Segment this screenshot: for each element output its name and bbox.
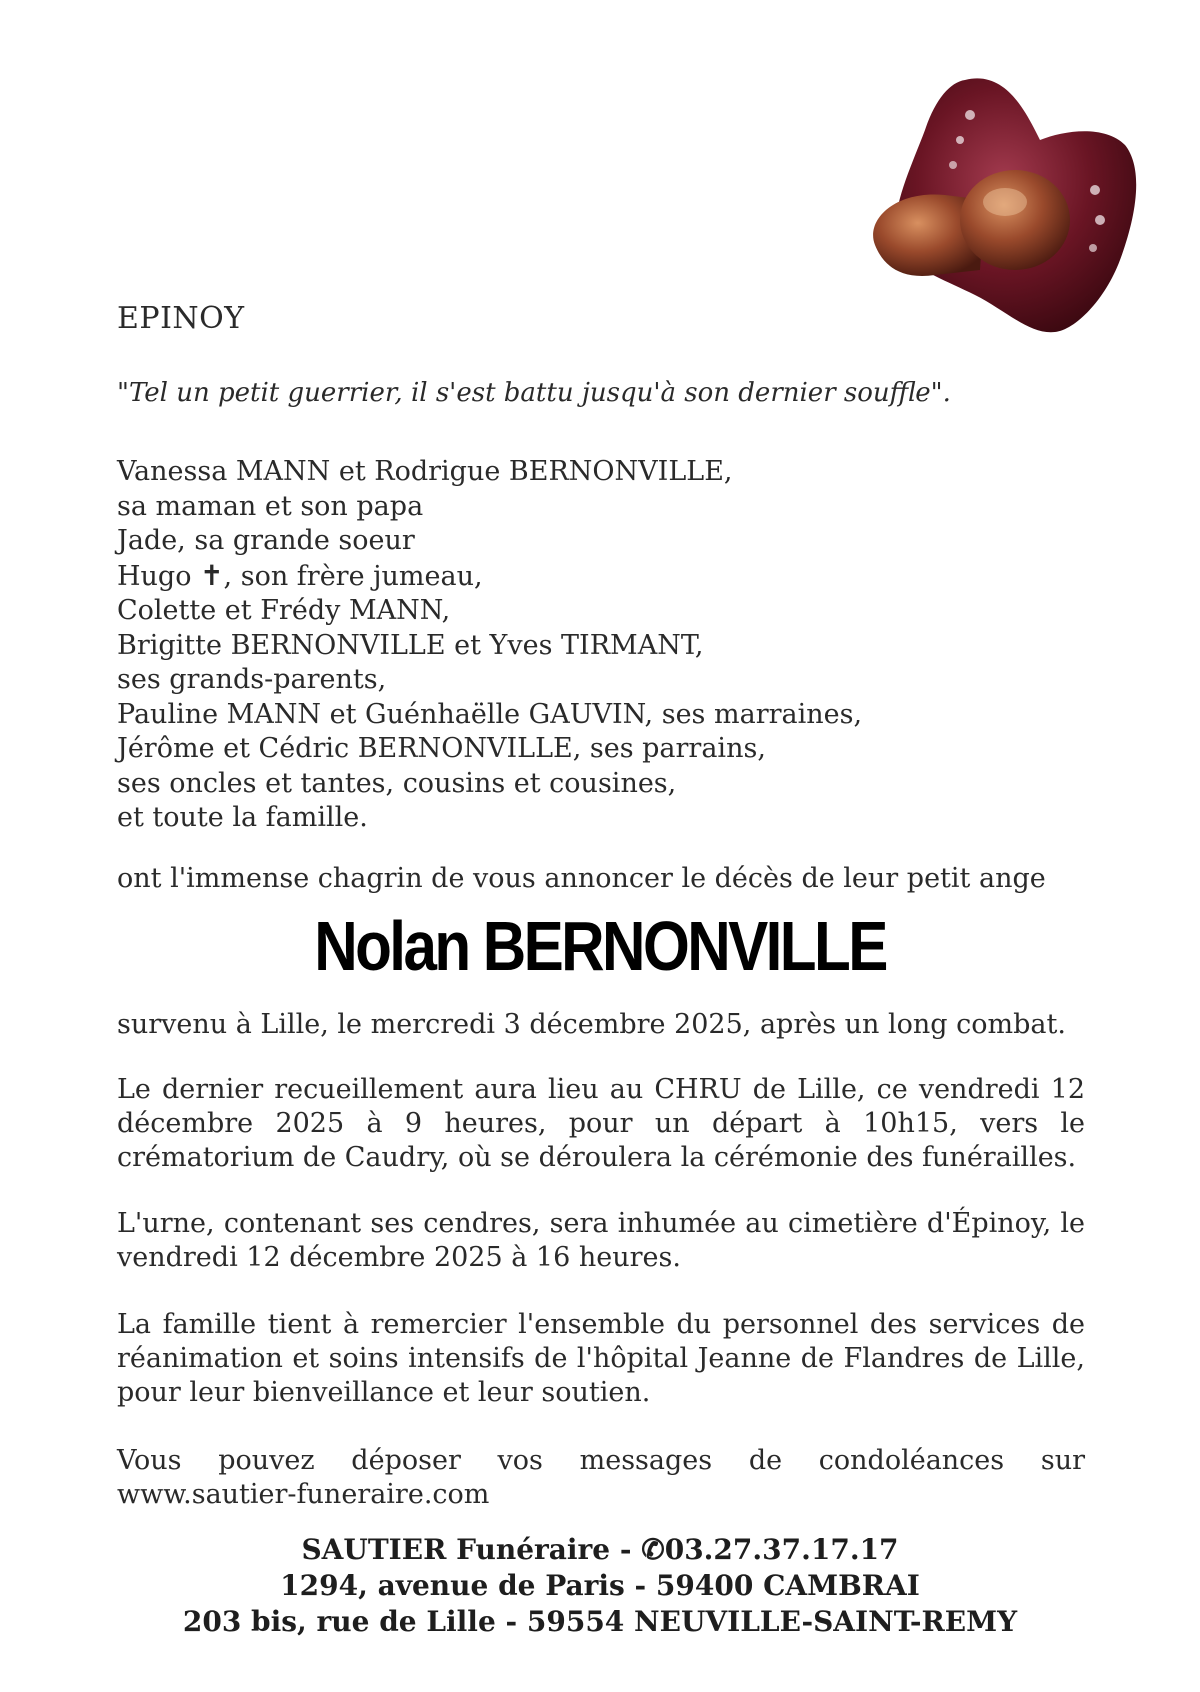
website-link[interactable]: www.sautier-funeraire.com [117,1479,490,1510]
town-heading: EPINOY [117,301,245,336]
family-line-rest: , son frère jumeau, [223,560,483,592]
funeral-home-footer [0,1532,1200,1640]
family-line: Jade, sa grande soeur [117,525,415,556]
family-line: ses oncles et tantes, cousins et cousines, [117,767,677,799]
announcement-text: ont l'immense chagrin de vous annoncer le décès de leur petit ange [117,863,1046,894]
memorial-quote: "Tel un petit guerrier, il s'est battu jusqu'à son dernier souffle". [117,378,951,408]
ceremony-paragraph: Le dernier recueillement aura lieu au CHRU de Lille, ce vendredi 12 décembre 2025 à 9 heures, pour un départ à 10h15, vers le crématorium de Caudry, où se déroulera la cérémonie des funérailles. [117,1074,1085,1173]
family-line: Pauline MANN et Guénhaëlle GAUVIN, ses marraines, [117,698,863,730]
family-line: Colette et Frédy MANN, [117,595,451,626]
family-line: Jérôme et Cédric BERNONVILLE, ses parrains, [117,733,766,764]
phone-number[interactable]: 03.27.37.17.17 [664,1533,899,1566]
pacifier-image [855,70,1155,370]
family-line: Vanessa MANN et Rodrigue BERNONVILLE, [117,456,733,487]
condolences-text: Vous pouvez déposer vos messages de condoléances sur [117,1445,1085,1476]
company-line [0,1532,1200,1568]
family-line: sa maman et son papa [117,490,424,522]
family-list [117,455,862,836]
address-line-2: 203 bis, rue de Lille - 59554 NEUVILLE-SAINT-REMY [182,1605,1018,1638]
address-line-1: 1294, avenue de Paris - 59400 CAMBRAI [280,1569,920,1602]
cross-icon: ✝ [200,558,224,592]
death-paragraph: survenu à Lille, le mercredi 3 décembre 2025, après un long combat. [117,1009,1066,1040]
family-line: et toute la famille. [117,802,368,833]
company-name: SAUTIER Funéraire - [301,1533,642,1566]
thanks-paragraph: La famille tient à remercier l'ensemble du personnel des services de réanimation et soins intensifs de l'hôpital Jeanne de Flandres de Lille, pour leur bienveillance et leur soutien. [117,1309,1085,1408]
family-line: ses grands-parents, [117,664,387,695]
family-line: Brigitte BERNONVILLE et Yves TIRMANT, [117,629,704,661]
family-line-name: Hugo [117,560,192,592]
burial-paragraph: L'urne, contenant ses cendres, sera inhumée au cimetière d'Épinoy, le vendredi 12 décembre 2025 à 16 heures. [117,1208,1085,1273]
deceased-name: Nolan BERNONVILLE [314,907,886,985]
condolences-paragraph [117,1444,1085,1512]
family-line [117,559,862,595]
phone-icon: ✆ [641,1533,665,1566]
